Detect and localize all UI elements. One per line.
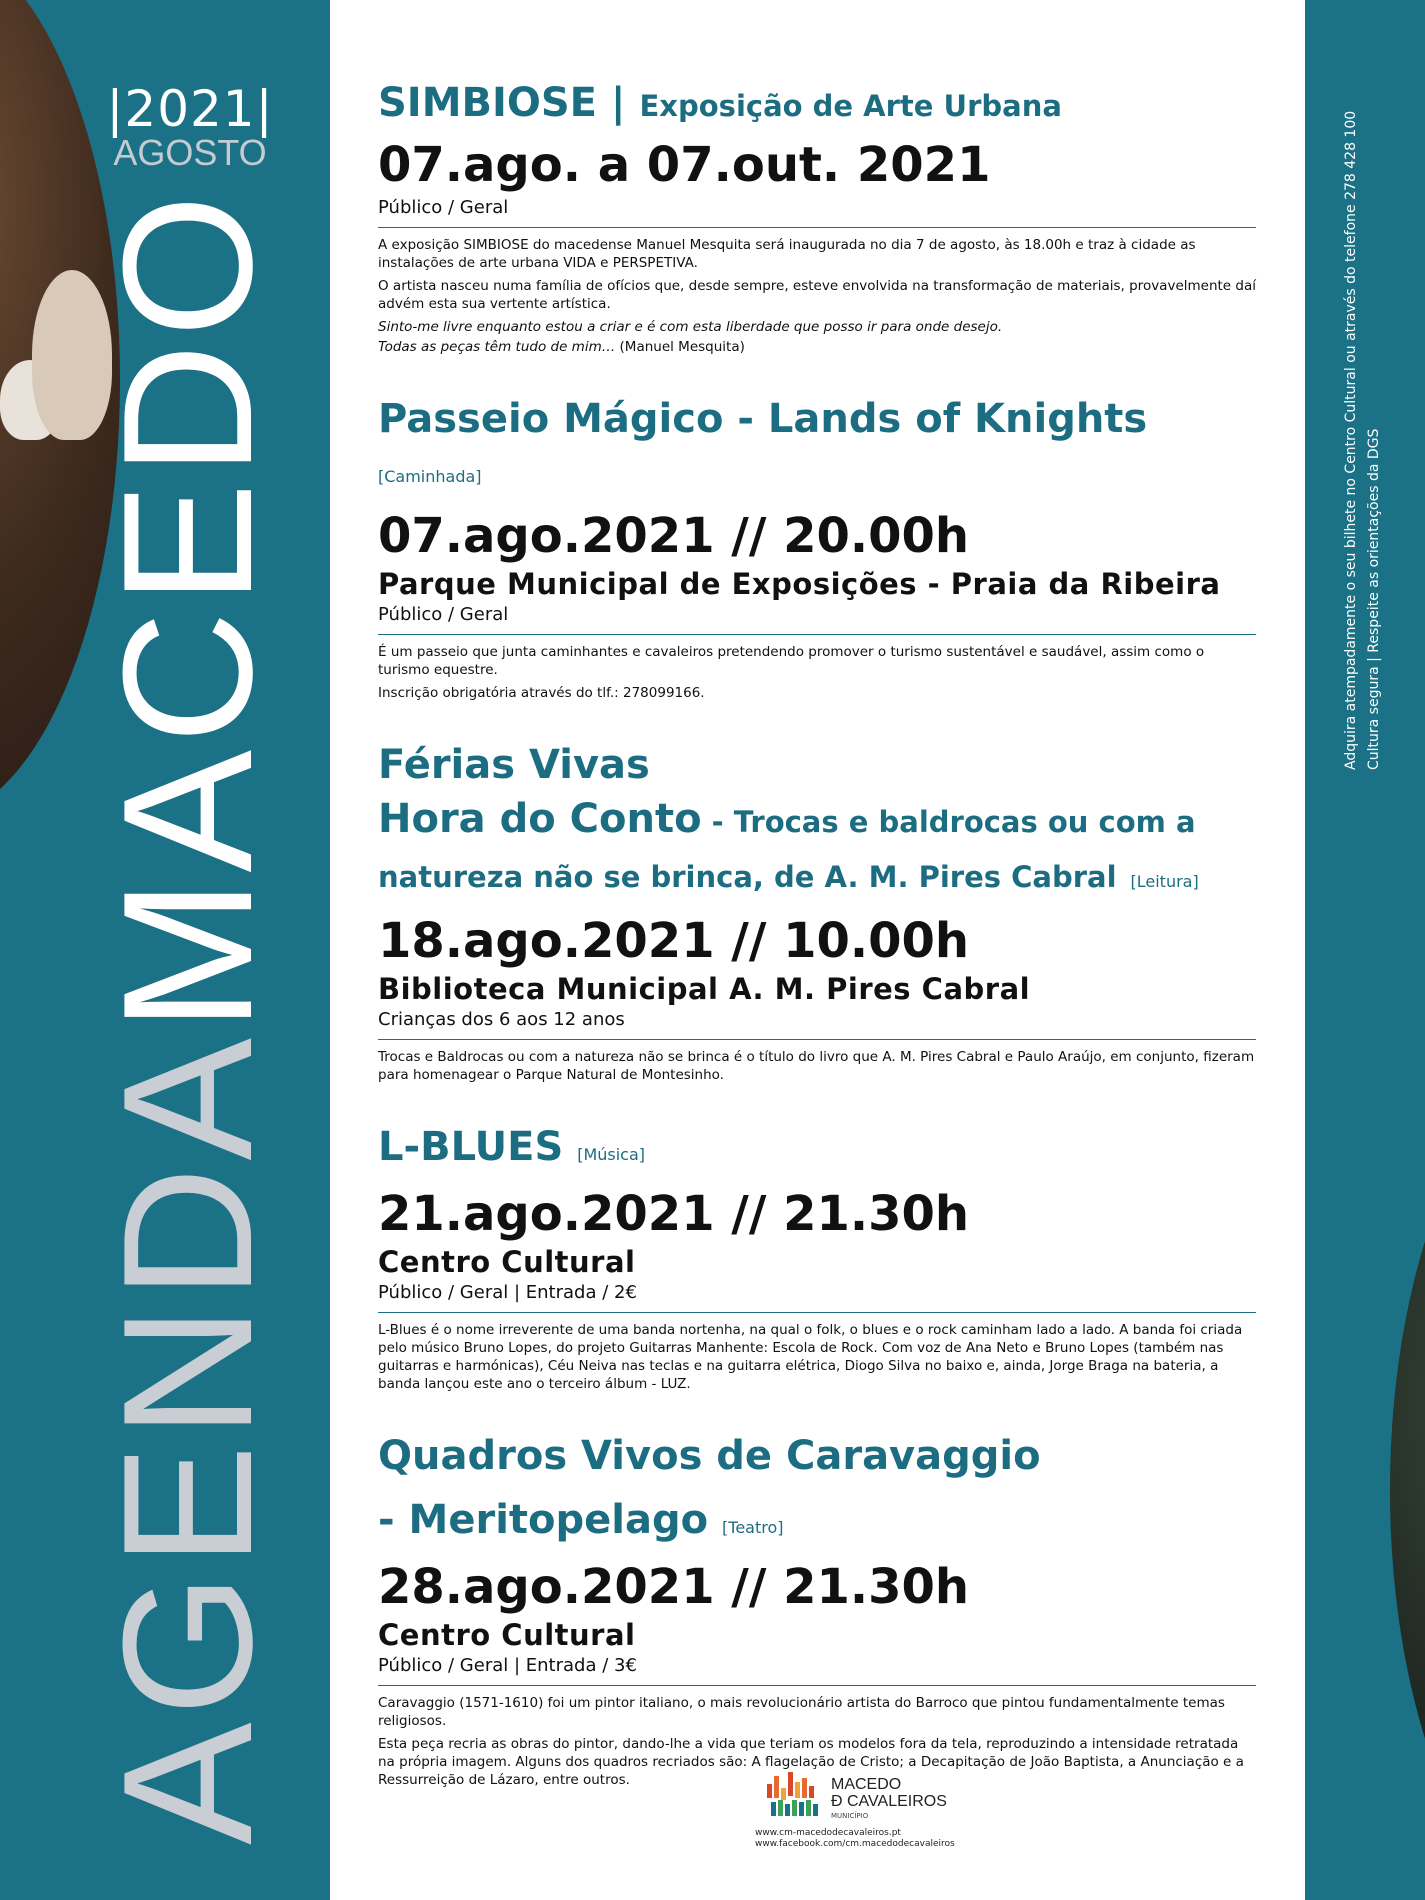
- event-audience: Público / Geral: [378, 197, 509, 218]
- event-description: [378, 643, 1256, 702]
- description-paragraph: Trocas e Baldrocas ou com a natureza não se brinca é o título do livro que A. M. Pires Cabral e Paulo Araújo, em conjunto, fizeram para homenagear o Parque Natural de Montesinho.: [378, 1049, 1255, 1083]
- event-title: [378, 1495, 1256, 1553]
- event-title-line: Férias Vivas: [378, 742, 650, 788]
- event-date: 07.ago.2021 // 20.00h: [378, 508, 970, 564]
- event-title: [378, 849, 1256, 907]
- event-simbiose: [378, 78, 1256, 356]
- event-title: [378, 78, 1256, 131]
- event-date: 21.ago.2021 // 21.30h: [378, 1186, 970, 1242]
- description-paragraph: O artista nasceu numa família de ofícios que, desde sempre, esteve envolvida na transformação de materiais, provavelmente daí advém esta sua vertente artística.: [378, 278, 1257, 312]
- description-paragraph: Caravaggio (1571-1610) foi um pintor italiano, o mais revolucionário artista do Barroco que pintou fundamentalmente temas religiosos.: [378, 1695, 1225, 1729]
- ticket-info-line: Adquira atempadamente o seu bilhete no Centro Cultural ou através do telefone 278 428 100: [1343, 110, 1359, 770]
- left-band: [0, 0, 330, 1900]
- event-title-main: SIMBIOSE |: [378, 80, 626, 126]
- event-audience: Crianças dos 6 aos 12 anos: [378, 1009, 625, 1030]
- event-date: 28.ago.2021 // 21.30h: [378, 1559, 970, 1615]
- band-photo-horse: [1390, 1050, 1425, 1900]
- event-subtitle: - Trocas e baldrocas ou com a: [701, 805, 1196, 839]
- event-venue: Centro Cultural: [378, 1618, 636, 1652]
- event-date: 07.ago. a 07.out. 2021: [378, 137, 991, 193]
- event-category-tag: [Teatro]: [722, 1518, 784, 1537]
- logo-line: MACEDO: [831, 1776, 902, 1793]
- description-paragraph: Inscrição obrigatória através do tlf.: 278099166.: [378, 685, 705, 701]
- event-l-blues: [378, 1122, 1256, 1393]
- event-category-tag: [Leitura]: [1130, 872, 1199, 891]
- event-title: [378, 1122, 1256, 1180]
- event-venue: Parque Municipal de Exposições - Praia da Ribeira: [378, 567, 1221, 601]
- logo-wordmark: [831, 1776, 947, 1810]
- vertical-title: [84, 188, 290, 1845]
- safety-info-line: Cultura segura | Respeite as orientações da DGS: [1366, 428, 1382, 770]
- municipality-logo-icon: [765, 1770, 835, 1820]
- description-paragraph: A exposição SIMBIOSE do macedense Manuel Mesquita será inaugurada no dia 7 de agosto, às 18.00h e traz à cidade as instalações de arte urbana VIDA e PERSPETIVA.: [378, 237, 1196, 271]
- divider: [378, 1685, 1256, 1686]
- event-caravaggio: [378, 1431, 1256, 1789]
- event-venue: Centro Cultural: [378, 1245, 636, 1279]
- title-macedo: MACEDO: [84, 188, 290, 1032]
- facebook-link[interactable]: www.facebook.com/cm.macedodecavaleiros: [755, 1839, 955, 1849]
- artist-quote: Sinto-me livre enquanto estou a criar e é com esta liberdade que posso ir para onde desejo.: [378, 319, 1003, 335]
- description-paragraph: Esta peça recria as obras do pintor, dando-lhe a vida que teriam os modelos fora da tela, reproduzindo a intensidade retratada na própria imagem. Alguns dos quadros recriados são: A flagelação de Cristo; a Decapitação de João Baptista, a Anunciação e a Ressurreição de Lázaro, entre outros.: [378, 1736, 1244, 1788]
- logo-subtitle: MUNICÍPIO: [831, 1812, 869, 1820]
- year-label: |2021|: [106, 80, 274, 138]
- month-label: AGOSTO: [113, 132, 267, 173]
- divider: [378, 1039, 1256, 1040]
- divider: [378, 1312, 1256, 1313]
- event-title-line: Quadros Vivos de Caravaggio: [378, 1433, 1041, 1479]
- quote-author: (Manuel Mesquita): [615, 339, 745, 355]
- description-paragraph: L-Blues é o nome irreverente de uma banda nortenha, na qual o folk, o blues e o rock caminham lado a lado. A banda foi criada pelo músico Bruno Lopes, do projeto Guitarras Manhente: Escola de Rock. Com voz de Ana Neto e Bruno Lopes (também nas guitarras e harmónicas), Céu Neiva nas teclas e na guitarra elétrica, Diogo Silva no baixo e, ainda, Jorge Braga na bateria, a banda lançou este ano o terceiro álbum - LUZ.: [378, 1322, 1243, 1392]
- divider: [378, 227, 1256, 228]
- artist-quote: Todas as peças têm tudo de mim…: [378, 339, 616, 355]
- event-title-main: L-BLUES: [378, 1124, 564, 1170]
- website-link[interactable]: www.cm-macedodecavaleiros.pt: [755, 1828, 901, 1838]
- date-header: [80, 80, 300, 174]
- event-description: [378, 236, 1256, 356]
- event-description: [378, 1048, 1256, 1084]
- event-title-main: - Meritopelago: [378, 1497, 709, 1543]
- event-audience: Público / Geral | Entrada / 3€: [378, 1655, 637, 1676]
- event-passeio-magico: [378, 394, 1256, 702]
- divider: [378, 634, 1256, 635]
- footer-links: [755, 1828, 955, 1850]
- ticket-info: [1340, 111, 1386, 770]
- event-list: [378, 78, 1256, 1827]
- event-title-main: Hora do Conto: [378, 796, 702, 842]
- event-date: 18.ago.2021 // 10.00h: [378, 913, 970, 969]
- logo-line: Đ CAVALEIROS: [831, 1793, 947, 1810]
- event-subtitle: Exposição de Arte Urbana: [639, 89, 1062, 123]
- event-title: [378, 794, 1256, 847]
- event-audience: Público / Geral: [378, 604, 509, 625]
- event-category-tag: [Caminhada]: [378, 467, 482, 486]
- event-venue: Biblioteca Municipal A. M. Pires Cabral: [378, 972, 1031, 1006]
- title-agenda: AGENDA: [84, 1031, 290, 1845]
- event-subtitle: natureza não se brinca, de A. M. Pires Cabral: [378, 860, 1117, 894]
- event-category-tag: [Música]: [577, 1145, 646, 1164]
- event-title-main: Passeio Mágico - Lands of Knights: [378, 396, 1148, 442]
- description-paragraph: É um passeio que junta caminhantes e cavaleiros pretendendo promover o turismo sustentável e saudável, assim como o turismo equestre.: [378, 644, 1205, 678]
- event-description: [378, 1321, 1256, 1393]
- event-hora-do-conto: [378, 740, 1256, 1084]
- event-audience: Público / Geral | Entrada / 2€: [378, 1282, 637, 1303]
- event-title: [378, 394, 1256, 502]
